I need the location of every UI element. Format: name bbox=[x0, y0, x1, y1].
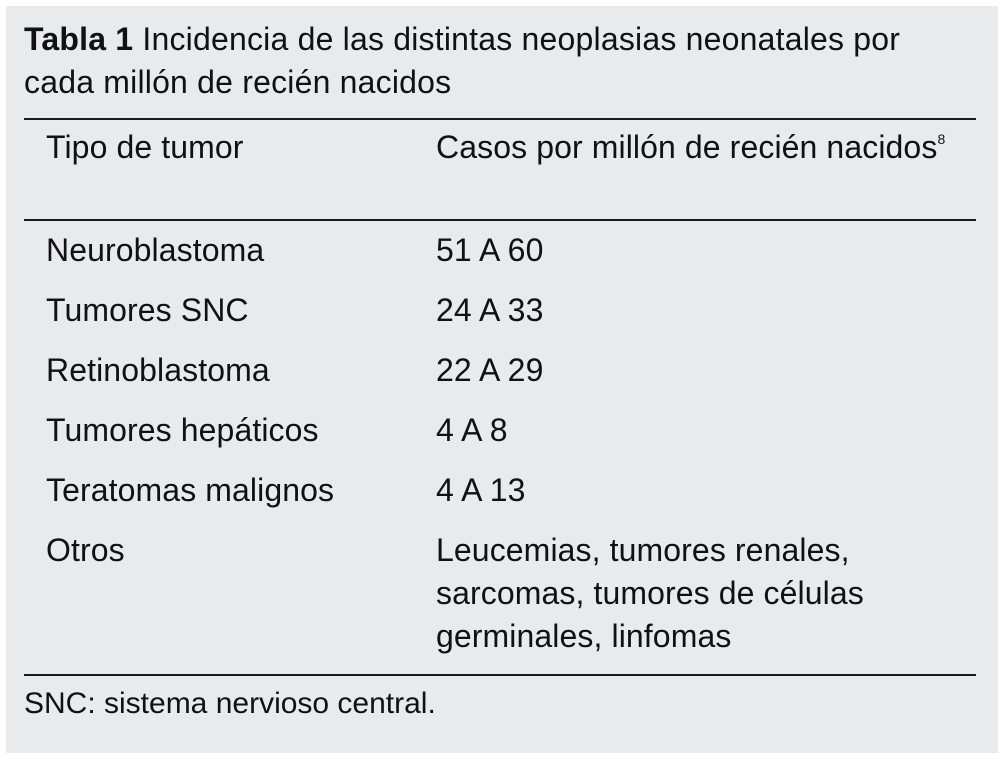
header-cases-label: Casos por millón de recién nacidos bbox=[436, 129, 938, 165]
row-tumor-1: Tumores SNC bbox=[46, 292, 249, 328]
table-caption bbox=[24, 18, 974, 104]
table-title: Incidencia de las distintas neoplasias neonatales por cada millón de recién nacidos bbox=[24, 21, 901, 100]
row-cases-5: Leucemias, tumores renales, sarcomas, tumores de células germinales, linfomas bbox=[436, 532, 864, 654]
table-footnote: SNC: sistema nervioso central. bbox=[24, 687, 436, 720]
row-cases-2: 22 A 29 bbox=[436, 352, 544, 388]
row-tumor-3: Tumores hepáticos bbox=[46, 412, 319, 448]
header-cases-per-million bbox=[436, 126, 966, 169]
header-reference: 8 bbox=[937, 131, 946, 147]
table-label: Tabla 1 bbox=[24, 21, 134, 57]
row-cases-0: 51 A 60 bbox=[436, 232, 544, 268]
row-cases-4: 4 A 13 bbox=[436, 472, 526, 508]
row-tumor-2: Retinoblastoma bbox=[46, 352, 270, 388]
top-rule bbox=[24, 118, 976, 120]
bottom-rule bbox=[24, 674, 976, 676]
row-tumor-5: Otros bbox=[46, 532, 125, 568]
row-tumor-4: Teratomas malignos bbox=[46, 472, 335, 508]
header-rule bbox=[24, 219, 976, 221]
row-cases-3: 4 A 8 bbox=[436, 412, 508, 448]
row-cases-1: 24 A 33 bbox=[436, 292, 544, 328]
header-tumor-type: Tipo de tumor bbox=[46, 129, 244, 165]
row-tumor-0: Neuroblastoma bbox=[46, 232, 265, 268]
